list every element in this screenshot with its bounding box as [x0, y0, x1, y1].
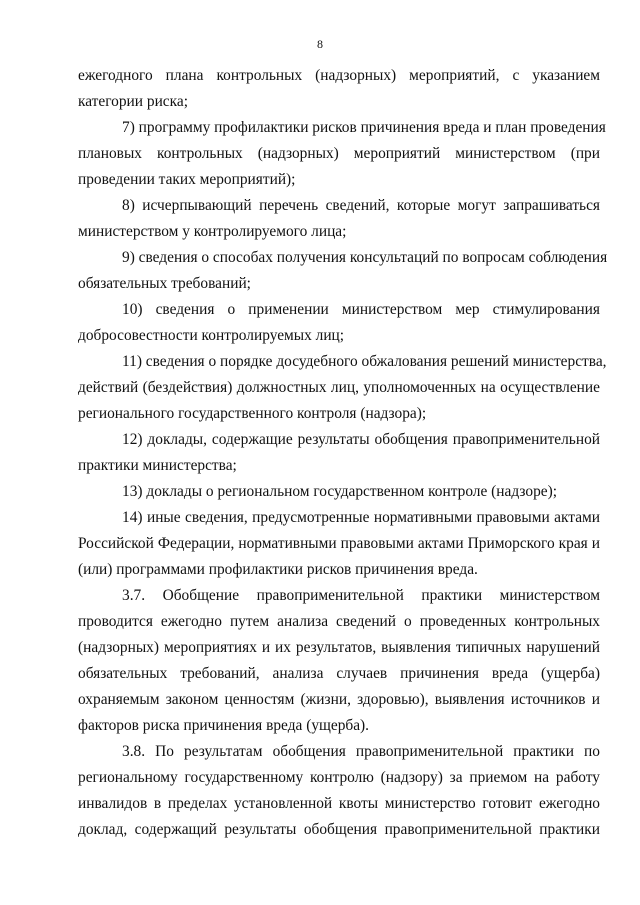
text-line: категории риска;	[78, 93, 188, 110]
text-line: 9) сведения о способах получения консультаций по вопросам соблюдения	[122, 249, 608, 266]
text-line: 3.7. Обобщение правоприменительной практики министерством	[122, 587, 600, 604]
text-line: ежегодного плана контрольных (надзорных) мероприятий, с указанием	[78, 67, 600, 84]
text-line: региональному государственному контролю (надзору) за приемом на работу	[78, 769, 600, 786]
text-line: добросовестности контролируемых лиц;	[78, 327, 345, 344]
text-line: (или) программами профилактики рисков причинения вреда.	[78, 561, 478, 578]
text-line: плановых контрольных (надзорных) мероприятий министерством (при	[78, 145, 600, 162]
text-line: министерством у контролируемого лица;	[78, 223, 347, 240]
text-line: 12) доклады, содержащие результаты обобщения правоприменительной	[122, 431, 600, 448]
text-line: факторов риска причинения вреда (ущерба).	[78, 717, 370, 734]
text-line: (надзорных) мероприятиях и их результатов, выявления типичных нарушений	[78, 639, 600, 656]
text-line: 13) доклады о региональном государственном контроле (надзоре);	[122, 483, 557, 500]
text-line: проводится ежегодно путем анализа сведений о проведенных контрольных	[78, 613, 600, 630]
text-line: охраняемым законом ценностям (жизни, здоровью), выявления источников и	[78, 691, 600, 708]
text-line: 10) сведения о применении министерством мер стимулирования	[122, 301, 600, 318]
text-line: Российской Федерации, нормативными правовыми актами Приморского края и	[78, 535, 600, 552]
text-line: 11) сведения о порядке досудебного обжалования решений министерства,	[122, 353, 607, 370]
text-line: проведении таких мероприятий);	[78, 171, 296, 188]
text-line: инвалидов в пределах установленной квоты министерство готовит ежегодно	[78, 795, 600, 812]
text-line: 3.8. По результатам обобщения правоприменительной практики по	[122, 743, 600, 760]
text-line: практики министерства;	[78, 457, 237, 474]
text-line: 8) исчерпывающий перечень сведений, которые могут запрашиваться	[122, 197, 600, 214]
text-line: обязательных требований;	[78, 275, 251, 292]
text-line: регионального государственного контроля (надзора);	[78, 405, 427, 422]
page-number: 8	[317, 37, 323, 51]
text-line: доклад, содержащий результаты обобщения правоприменительной практики	[78, 821, 600, 838]
text-line: обязательных требований, анализа случаев причинения вреда (ущерба)	[78, 665, 600, 682]
text-line: 7) программу профилактики рисков причинения вреда и план проведения	[122, 119, 606, 136]
text-line: действий (бездействия) должностных лиц, уполномоченных на осуществление	[78, 379, 600, 396]
text-line: 14) иные сведения, предусмотренные нормативными правовыми актами	[122, 509, 600, 526]
